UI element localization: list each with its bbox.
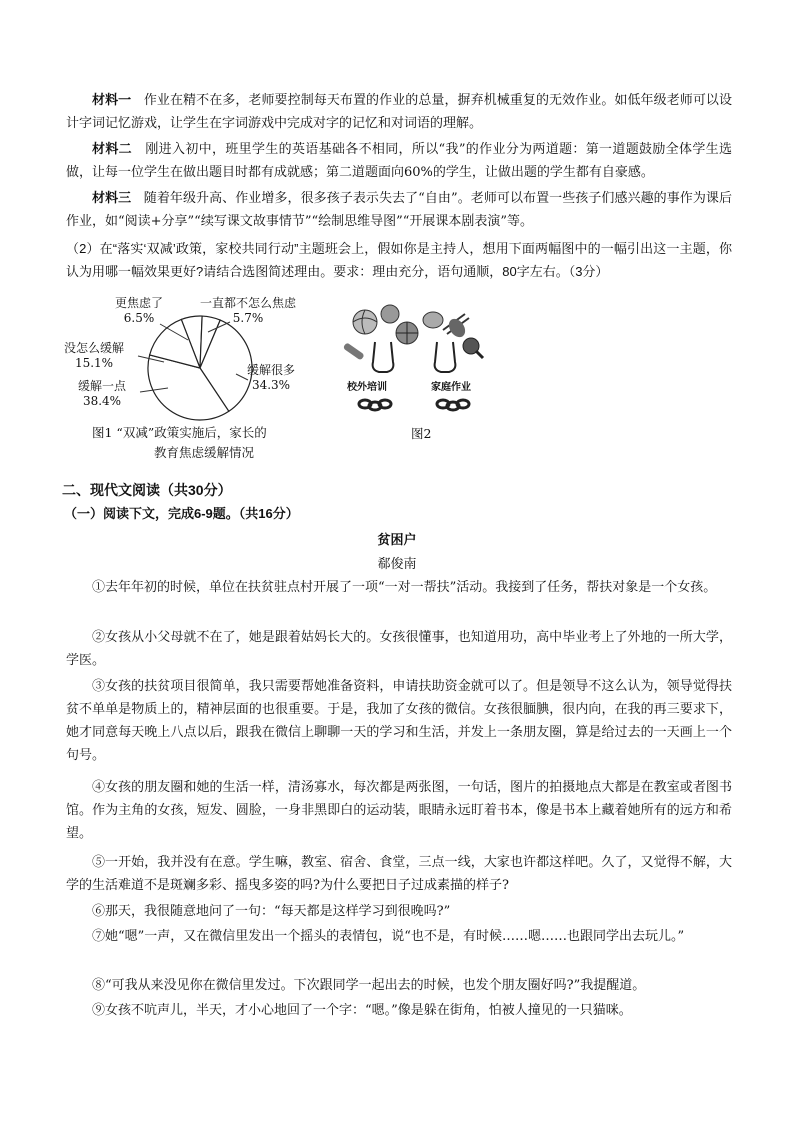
story-paragraph-5: ⑤一开始，我并没有在意。学生嘛，教室、宿舍、食堂，三点一线，大家也许都这样吧。久了，又觉得不解，大学的生活难道不是斑斓多彩、摇曳多姿的吗?为什么要把日子过成素描的样子?: [66, 855, 732, 893]
material-3-tag: 材料三: [92, 191, 132, 206]
chain-icon: [359, 400, 469, 410]
ball-icon: [381, 305, 399, 323]
story-paragraph-8: ⑧“可我从来没见你在微信里发过。下次跟同学一起出去的时候，也发个朋友圈好吗?”我提醒道。: [92, 978, 646, 993]
pie-label-not-relieved: 没怎么缓解 15.1%: [64, 341, 125, 370]
section-2-title: 二、现代文阅读（共30分）: [62, 482, 232, 498]
story-title: 贫困户: [377, 533, 417, 548]
figure-1: [60, 292, 340, 467]
figure-1-caption: 图1 “双减”政策实施后，家长的 教育焦虑缓解情况: [92, 425, 267, 460]
material-1-tag: 材料一: [92, 93, 132, 108]
left-hand-icon: [373, 342, 394, 372]
material-1: [66, 89, 732, 135]
material-2-tag: 材料二: [92, 142, 132, 157]
figure-2: [335, 300, 500, 445]
helmet-icon: [423, 312, 443, 328]
right-hand-icon: [435, 342, 456, 372]
material-2: [66, 138, 732, 184]
story-paragraph-6: ⑥那天，我很随意地问了一句：“每天都是这样学习到很晚吗?”: [92, 904, 451, 919]
figure-2-caption: 图2: [411, 426, 432, 441]
story-paragraph-9: ⑨女孩不吭声儿，半天，才小心地回了一个字：“嗯。”像是躲在街角，怕被人撞见的一只猫咪。: [92, 1003, 632, 1018]
pie-label-never-anxious: 一直都不怎么焦虑 5.7%: [200, 296, 297, 325]
story-paragraph-2: ②女孩从小父母就不在了，她是跟着姑妈长大的。女孩很懂事，也知道用功，高中毕业考上了外地的一所大学，学医。: [66, 630, 732, 668]
story-paragraph-7: ⑦她“嗯”一声，又在微信里发出一个摇头的表情包，说“也不是，有时候……嗯……也跟同学出去玩儿。”: [92, 929, 685, 944]
skateboard-icon: [343, 342, 365, 360]
story-paragraph-3: ③女孩的扶贫项目很简单，我只需要帮她准备资料，申请扶助资金就可以了。但是领导不这么认为，领导觉得扶贫不单单是物质上的，精神层面的也很重要。于是，我加了女孩的微信。女孩很腼腆，很内向，在我的再三要求下，她才同意每天晚上八点以后，跟我在微信上聊聊一天的学习和生活，并发上一条朋友圈，算是给过去的一天画上一个句号。: [66, 679, 732, 763]
story-author: 郗俊南: [377, 557, 417, 572]
material-3-text: 随着年级升高、作业增多，很多孩子表示失去了“自由”。老师可以布置一些孩子们感兴趣的事作为课后作业，如“阅读+分享”“续写课文故事情节”“绘制思维导图”“开展课本剧表演”等。: [66, 191, 732, 229]
fig2-right-label: 家庭作业: [431, 382, 471, 393]
material-1-text: 作业在精不在多，老师要控制每天布置的作业的总量，摒弃机械重复的无效作业。如低年级老师可以设计字词记忆游戏，让学生在字词游戏中完成对字的记忆和对词语的理解。: [66, 93, 732, 131]
material-3: [66, 187, 732, 233]
pie-label-much-relieved: 缓解很多 34.3%: [247, 363, 296, 392]
fig2-left-label: 校外培训: [347, 382, 387, 393]
material-2-text: 刚进入初中，班里学生的英语基础各不相同，所以“我”的作业分为两道题：第一道题鼓励全体学生选做，让每一位学生在做出题目时都有成就感；第二道题面向60%的学生，让做出题的学生都有自豪感。: [66, 142, 732, 180]
section-2-subtitle: （一）阅读下文，完成6-9题。（共16分）: [64, 506, 299, 521]
pie-label-little-relieved: 缓解一点 38.4%: [78, 379, 127, 408]
globe-icon: [353, 310, 377, 334]
figure-2-illustration: [335, 300, 500, 415]
pie-label-more-anxious: 更焦虑了 6.5%: [115, 296, 164, 325]
question-2: （2）在“落实‘双减’政策，家校共同行动”主题班会上，假如你是主持人，想用下面两幅图中的一幅引出这一主题，你认为用哪一幅效果更好?请结合选图简述理由。要求：理由充分，语句通顺，80字左右。（3分）: [66, 241, 732, 279]
story-paragraph-1: ①去年年初的时候，单位在扶贫驻点村开展了一项“一对一帮扶”活动。我接到了任务，帮扶对象是一个女孩。: [92, 580, 717, 595]
story-paragraph-4: ④女孩的朋友圈和她的生活一样，清汤寡水，每次都是两张图，一句话，图片的拍摄地点大都是在教室或者图书馆。作为主角的女孩，短发、圆脸，一身非黑即白的运动装，眼睛永远盯着书本，像是书本上藏着她所有的远方和希望。: [66, 780, 732, 841]
